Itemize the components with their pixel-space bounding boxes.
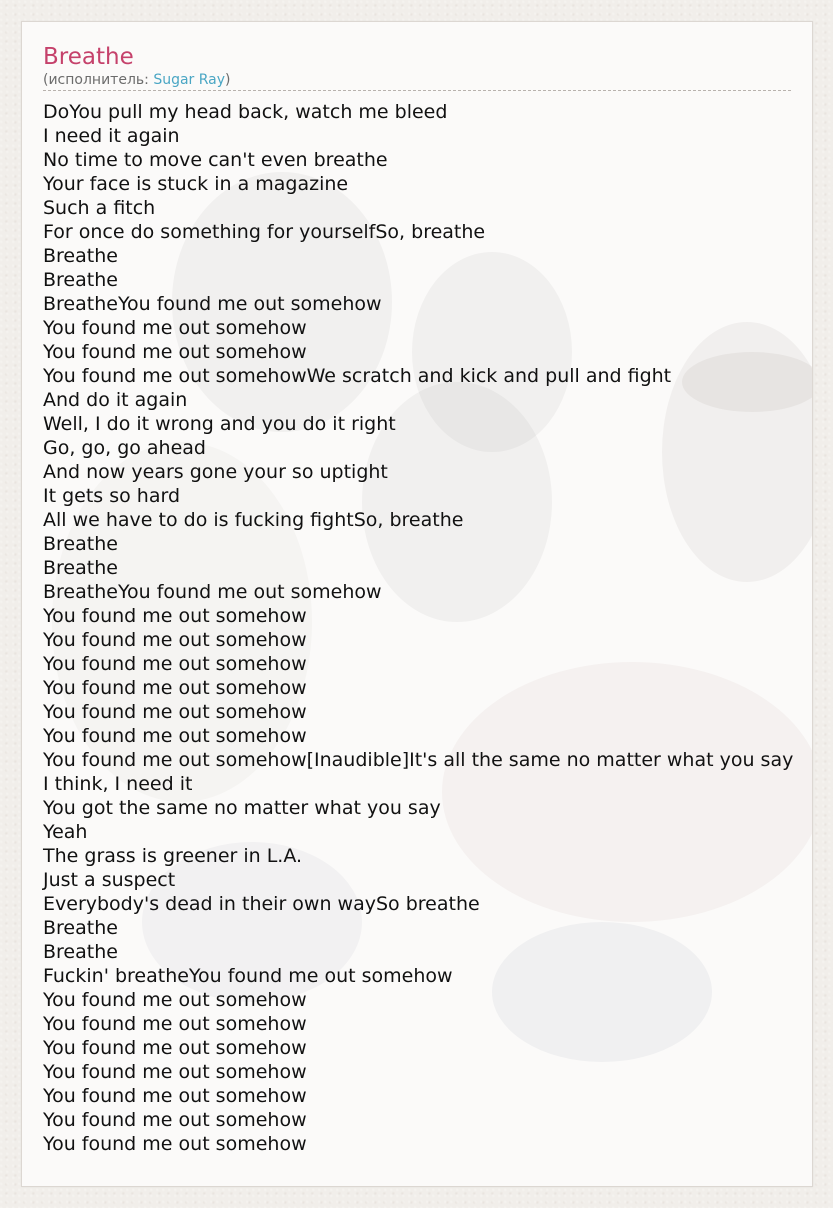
lyric-line: You found me out somehowWe scratch and kick and pull and fight <box>43 365 672 387</box>
lyric-line: You got the same no matter what you say <box>43 797 441 819</box>
lyric-line: Yeah <box>43 821 88 843</box>
lyric-line: Fuckin' breatheYou found me out somehow <box>43 965 453 987</box>
song-artist-line <box>43 71 231 89</box>
lyric-line: Everybody's dead in their own waySo breathe <box>43 893 480 915</box>
lyric-line: All we have to do is fucking fightSo, breathe <box>43 509 464 531</box>
lyric-line: Breathe <box>43 941 118 963</box>
lyric-line: I need it again <box>43 125 180 147</box>
lyric-line: Breathe <box>43 245 118 267</box>
lyric-line: BreatheYou found me out somehow <box>43 293 382 315</box>
lyric-line: Breathe <box>43 557 118 579</box>
lyrics-card <box>21 21 813 1187</box>
lyric-line: Breathe <box>43 269 118 291</box>
lyric-line: You found me out somehow <box>43 677 307 699</box>
lyric-line: You found me out somehow <box>43 725 307 747</box>
lyric-line: It gets so hard <box>43 485 181 507</box>
lyric-line: You found me out somehow <box>43 653 307 675</box>
lyric-line: No time to move can't even breathe <box>43 149 388 171</box>
lyric-line: You found me out somehow <box>43 1037 307 1059</box>
lyric-line: You found me out somehow <box>43 1061 307 1083</box>
lyric-line: You found me out somehow <box>43 341 307 363</box>
lyric-line: You found me out somehow <box>43 317 307 339</box>
lyric-line: You found me out somehow <box>43 701 307 723</box>
lyric-line: And do it again <box>43 389 188 411</box>
lyric-line: I think, I need it <box>43 773 193 795</box>
lyric-line: The grass is greener in L.A. <box>43 845 303 867</box>
lyric-line: Breathe <box>43 917 118 939</box>
lyric-line: Go, go, go ahead <box>43 437 206 459</box>
song-header <box>43 42 791 91</box>
lyric-line: Breathe <box>43 533 118 555</box>
lyric-line: Such a fitch <box>43 197 156 219</box>
lyric-line: You found me out somehow <box>43 1085 307 1107</box>
lyric-line: You found me out somehow[Inaudible]It's all the same no matter what you say <box>43 749 794 771</box>
lyric-line: You found me out somehow <box>43 1133 307 1155</box>
lyric-line: You found me out somehow <box>43 629 307 651</box>
lyric-line: You found me out somehow <box>43 1013 307 1035</box>
lyric-line: And now years gone your so uptight <box>43 461 388 483</box>
lyric-line: You found me out somehow <box>43 989 307 1011</box>
lyric-line: Your face is stuck in a magazine <box>43 173 349 195</box>
artist-suffix: ) <box>225 72 231 88</box>
song-title: Breathe <box>43 44 134 70</box>
artist-link[interactable]: Sugar Ray <box>153 72 226 88</box>
lyric-line: Just a suspect <box>43 869 176 891</box>
lyric-line: You found me out somehow <box>43 1109 307 1131</box>
lyric-line: Well, I do it wrong and you do it right <box>43 413 396 435</box>
artist-prefix: (исполнитель: <box>43 72 154 88</box>
lyric-line: DoYou pull my head back, watch me bleed <box>43 101 448 123</box>
lyric-line: BreatheYou found me out somehow <box>43 581 382 603</box>
lyrics-body <box>43 100 813 1156</box>
lyric-line: You found me out somehow <box>43 605 307 627</box>
lyric-line: For once do something for yourselfSo, breathe <box>43 221 486 243</box>
